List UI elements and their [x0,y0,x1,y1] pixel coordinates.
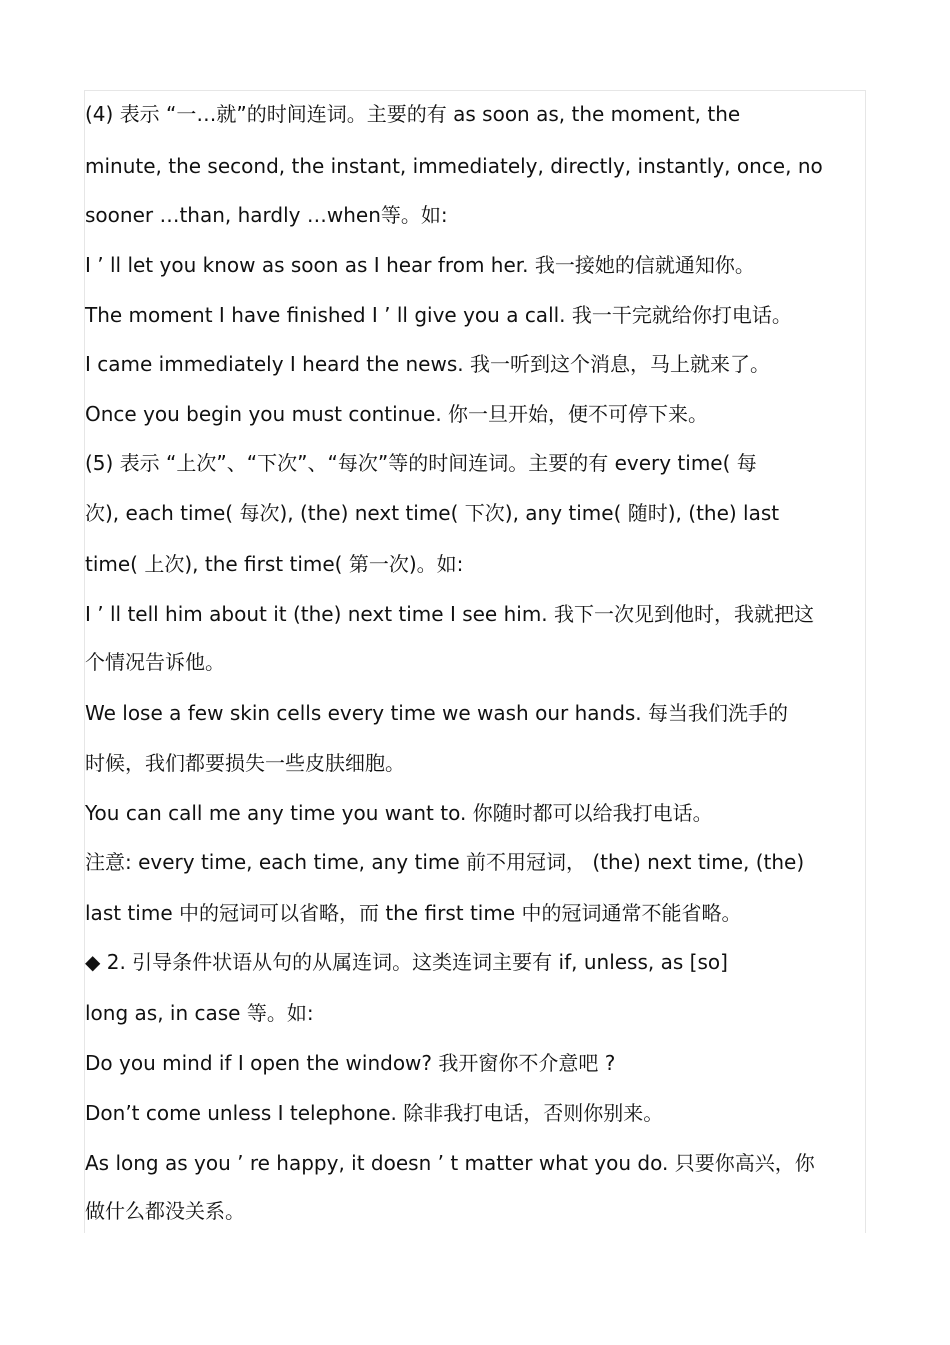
text-line: long as, in case 等。如: [85,1001,314,1025]
text-line: The moment I have finished I ’ ll give you a call. 我一干完就给你打电话。 [85,303,792,327]
text-line: time( 上次), the first time( 第一次)。如: [85,552,464,576]
text-line: 个情况告诉他。 [85,650,225,674]
text-line: 时候，我们都要损失一些皮肤细胞。 [85,751,405,775]
text-line: last time 中的冠词可以省略，而 the first time 中的冠词通常不能省略。 [85,901,742,925]
text-line: 做什么都没关系。 [85,1199,245,1223]
text-line: As long as you ’ re happy, it doesn ’ t matter what you do. 只要你高兴，你 [85,1151,815,1175]
text-line: 注意: every time, each time, any time 前不用冠词， (the) next time, (the) [85,850,805,874]
text-line: Don’t come unless I telephone. 除非我打电话，否则你别来。 [85,1101,664,1125]
text-line: Once you begin you must continue. 你一旦开始，便不可停下来。 [85,402,709,426]
text-line: sooner …than, hardly …when等。如: [85,203,448,227]
text-line: Do you mind if I open the window? 我开窗你不介意吧 ? [85,1051,616,1075]
text-line: (5) 表示 “上次”、“下次”、“每次”等的时间连词。主要的有 every time( 每 [85,451,757,475]
text-line: We lose a few skin cells every time we wash our hands. 每当我们洗手的 [85,701,789,725]
text-line: (4) 表示 “一…就”的时间连词。主要的有 as soon as, the moment, the [85,102,741,126]
text-line: ◆ 2. 引导条件状语从句的从属连词。这类连词主要有 if, unless, as [so] [85,950,728,974]
text-line: I came immediately I heard the news. 我一听到这个消息，马上就来了。 [85,352,770,376]
text-line: You can call me any time you want to. 你随时都可以给我打电话。 [85,801,713,825]
text-line: minute, the second, the instant, immediately, directly, instantly, once, no [85,154,823,178]
text-line: I ’ ll tell him about it (the) next time I see him. 我下一次见到他时，我就把这 [85,602,815,626]
text-line: 次), each time( 每次), (the) next time( 下次), any time( 随时), (the) last [85,501,780,525]
text-line: I ’ ll let you know as soon as I hear from her. 我一接她的信就通知你。 [85,253,755,277]
